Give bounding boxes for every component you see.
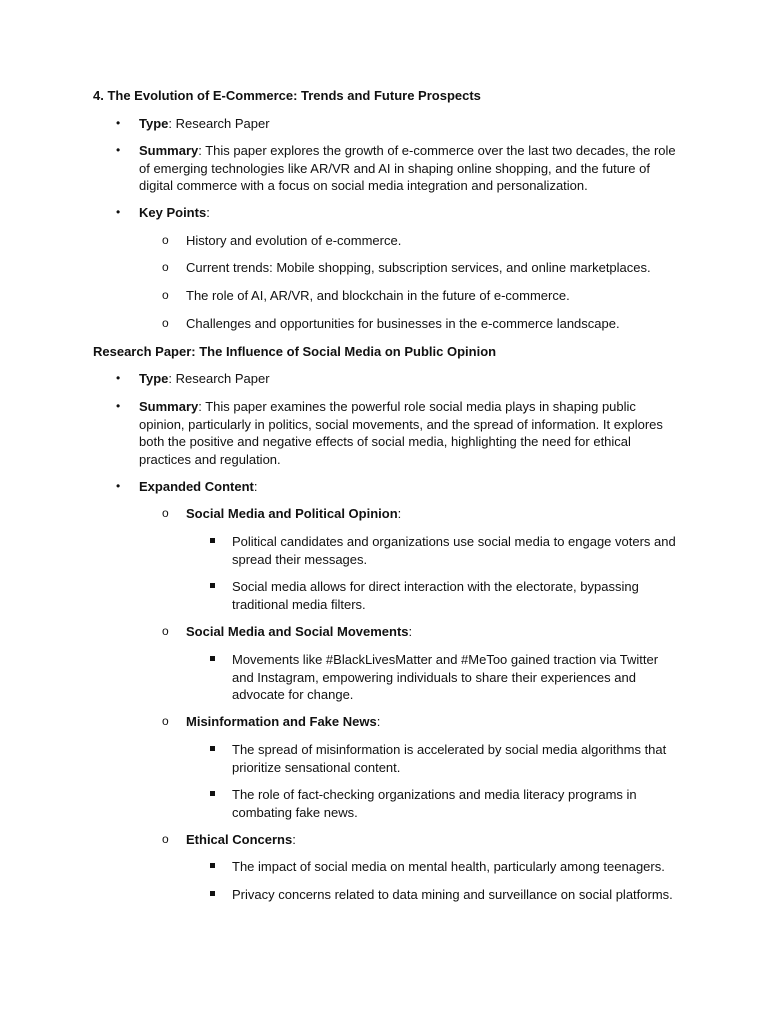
topic-colon: : bbox=[397, 506, 402, 521]
type-item bbox=[116, 115, 679, 133]
topic-point bbox=[232, 741, 677, 776]
key-point-text: Challenges and opportunities for businesses in the e-commerce landscape. bbox=[186, 316, 620, 331]
topic-title: Social Media and Social Movements bbox=[186, 624, 409, 639]
sub-bullet-marker: o bbox=[162, 506, 169, 520]
topic-point-text: The impact of social media on mental health, particularly among teenagers. bbox=[232, 859, 665, 874]
sub-bullet-marker: o bbox=[162, 288, 169, 302]
key-points-item bbox=[116, 204, 679, 222]
sub-bullet-marker: o bbox=[162, 714, 169, 728]
square-bullet-marker bbox=[210, 863, 215, 868]
square-bullet-marker bbox=[210, 538, 215, 543]
key-point bbox=[162, 259, 686, 277]
sub-bullet-marker: o bbox=[162, 624, 169, 638]
topic-colon: : bbox=[292, 832, 296, 847]
topic-heading bbox=[162, 623, 686, 641]
expanded-label: Expanded Content bbox=[139, 479, 254, 494]
topic-point bbox=[232, 533, 677, 568]
type-value: : Research Paper bbox=[168, 116, 270, 131]
topic-heading bbox=[162, 505, 686, 523]
key-point bbox=[162, 315, 686, 333]
sub-bullet-marker: o bbox=[162, 233, 169, 247]
bullet-marker: • bbox=[116, 205, 121, 219]
topic-point-text: The spread of misinformation is accelerated by social media algorithms that prioritize sensational content. bbox=[232, 742, 667, 775]
topic-colon: : bbox=[408, 624, 413, 639]
square-bullet-marker bbox=[210, 583, 215, 588]
square-bullet-marker bbox=[210, 891, 215, 896]
topic-point-text: Movements like #BlackLivesMatter and #MeToo gained traction via Twitter and Instagram, empowering individuals to share their experiences and advocate for change. bbox=[232, 652, 659, 702]
topic-colon: : bbox=[376, 714, 381, 729]
topic-point bbox=[232, 858, 677, 876]
key-point bbox=[162, 232, 686, 250]
key-points-colon: : bbox=[206, 205, 210, 220]
square-bullet-marker bbox=[210, 746, 215, 751]
key-point-text: History and evolution of e-commerce. bbox=[186, 233, 402, 248]
summary-label: Summary bbox=[139, 399, 199, 414]
section-heading: 4. The Evolution of E-Commerce: Trends and Future Prospects bbox=[93, 88, 481, 103]
bullet-marker: • bbox=[116, 399, 121, 413]
bullet-marker: • bbox=[116, 371, 121, 385]
topic-point-text: Privacy concerns related to data mining and surveillance on social platforms. bbox=[232, 887, 673, 902]
research-paper-heading: Research Paper: The Influence of Social Media on Public Opinion bbox=[93, 344, 497, 359]
square-bullet-marker bbox=[210, 791, 215, 796]
summary-text: : This paper examines the powerful role social media plays in shaping public opinion, particularly in politics, social movements, and the spread of information. It explores both the positive and negative effects of social media, highlighting the need for ethical practices and regulation. bbox=[139, 399, 663, 467]
topic-title: Social Media and Political Opinion bbox=[186, 506, 398, 521]
expanded-content-item bbox=[116, 478, 679, 496]
key-point bbox=[162, 287, 686, 305]
topic-point bbox=[232, 651, 677, 704]
summary-item bbox=[116, 142, 679, 195]
type-label: Type bbox=[139, 116, 169, 131]
expanded-colon: : bbox=[253, 479, 258, 494]
summary-text: : This paper explores the growth of e-commerce over the last two decades, the role of emerging technologies like AR/VR and AI in shaping online shopping, and the future of digital commerce with a focus on social media integration and personalization. bbox=[139, 143, 676, 193]
type-label: Type bbox=[139, 371, 169, 386]
bullet-marker: • bbox=[116, 143, 121, 157]
topic-point bbox=[232, 578, 677, 613]
type-value: : Research Paper bbox=[168, 371, 270, 386]
topic-heading bbox=[162, 831, 686, 849]
square-bullet-marker bbox=[210, 656, 215, 661]
topic-title: Misinformation and Fake News bbox=[186, 714, 377, 729]
sub-bullet-marker: o bbox=[162, 316, 169, 330]
summary-label: Summary bbox=[139, 143, 199, 158]
type-item bbox=[116, 370, 679, 388]
topic-point-text: Social media allows for direct interaction with the electorate, bypassing traditional media filters. bbox=[232, 579, 639, 612]
key-point-text: The role of AI, AR/VR, and blockchain in the future of e-commerce. bbox=[186, 288, 570, 303]
summary-item bbox=[116, 398, 679, 468]
sub-bullet-marker: o bbox=[162, 832, 169, 846]
key-points-label: Key Points bbox=[139, 205, 207, 220]
bullet-marker: • bbox=[116, 479, 121, 493]
topic-point-text: The role of fact-checking organizations and media literacy programs in combating fake news. bbox=[232, 787, 637, 820]
topic-point-text: Political candidates and organizations use social media to engage voters and spread their messages. bbox=[232, 534, 676, 567]
key-point-text: Current trends: Mobile shopping, subscription services, and online marketplaces. bbox=[186, 260, 651, 275]
sub-bullet-marker: o bbox=[162, 260, 169, 274]
topic-point bbox=[232, 786, 677, 821]
topic-heading bbox=[162, 713, 686, 731]
bullet-marker: • bbox=[116, 116, 121, 130]
topic-title: Ethical Concerns bbox=[186, 832, 293, 847]
topic-point bbox=[232, 886, 677, 904]
